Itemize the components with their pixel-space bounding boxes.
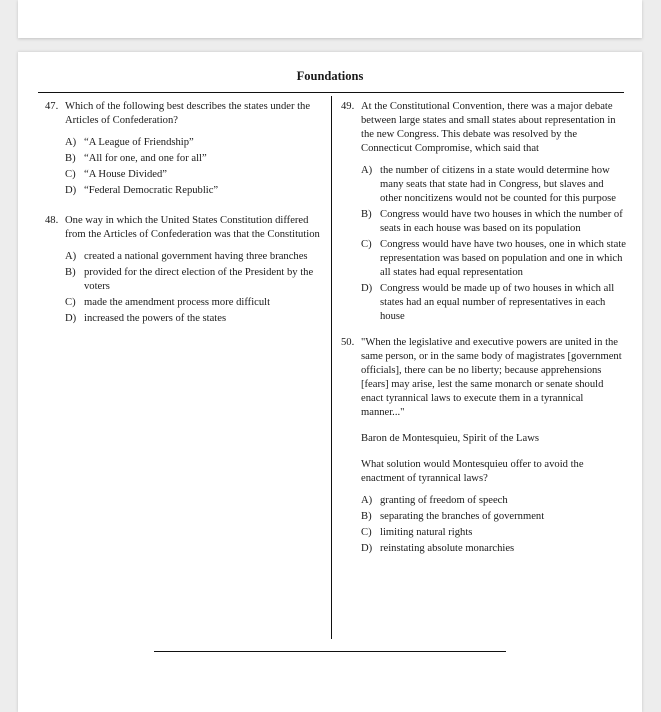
worksheet-page <box>18 52 642 712</box>
choice-text: provided for the direct election of the President by the voters <box>84 267 314 292</box>
choice-text: the number of citizens in a state would determine how many seats that state had in Congress, but slaves and other noncitizens would not be counted for this purpose <box>380 165 616 204</box>
answer-choice-d[interactable] <box>361 282 626 324</box>
answer-choices <box>361 494 626 556</box>
question-number: 50. <box>341 337 355 348</box>
answer-choice-c[interactable] <box>65 296 327 310</box>
choice-letter: D) <box>361 283 373 294</box>
question-prompt: What solution would Montesquieu offer to avoid the enactment of tyrannical laws? <box>361 459 584 484</box>
question-47 <box>45 100 327 198</box>
choice-letter: D) <box>361 543 373 554</box>
choice-letter: C) <box>65 169 76 180</box>
question-50 <box>341 336 626 556</box>
left-column <box>45 100 327 328</box>
choice-text: “All for one, and one for all” <box>84 153 207 164</box>
answer-choice-c[interactable] <box>361 238 626 280</box>
choice-letter: B) <box>361 209 372 220</box>
answer-choice-b[interactable] <box>361 510 626 524</box>
choice-text: made the amendment process more difficult <box>84 297 271 308</box>
previous-page <box>18 0 642 38</box>
question-number: 49. <box>341 101 355 112</box>
choice-text: Congress would have two houses in which the number of seats in each house was based on its population <box>380 209 623 234</box>
choice-letter: A) <box>361 495 373 506</box>
question-number: 48. <box>45 215 59 226</box>
choice-letter: D) <box>65 313 77 324</box>
choice-text: “A House Divided” <box>84 169 167 180</box>
choice-letter: D) <box>65 185 77 196</box>
choice-letter: C) <box>65 297 76 308</box>
right-column <box>341 100 626 558</box>
choice-text: granting of freedom of speech <box>380 495 508 506</box>
answer-choice-b[interactable] <box>361 208 626 236</box>
choice-letter: B) <box>65 267 76 278</box>
choice-text: “A League of Friendship” <box>84 137 194 148</box>
quote-attribution: Baron de Montesquieu, Spirit of the Laws <box>361 433 540 444</box>
answer-choices <box>361 164 626 324</box>
question-number: 47. <box>45 101 59 112</box>
answer-choice-d[interactable] <box>361 542 626 556</box>
question-stem: One way in which the United States Constitution differed from the Articles of Confederation was that the Constitution <box>65 215 320 240</box>
choice-text: Congress would be made up of two houses in which all states had an equal number of representatives in each house <box>380 283 615 322</box>
choice-letter: B) <box>361 511 372 522</box>
choice-letter: A) <box>65 251 77 262</box>
question-stem: At the Constitutional Convention, there was a major debate between large states and small states about representation in the new Congress. This debate was resolved by the Connecticut Compromise, which said that <box>361 101 616 154</box>
question-49 <box>341 100 626 324</box>
answer-choice-b[interactable] <box>65 266 327 294</box>
choice-letter: C) <box>361 239 372 250</box>
choice-text: limiting natural rights <box>380 527 473 538</box>
answer-choice-a[interactable] <box>65 250 327 264</box>
choice-text: created a national government having three branches <box>84 251 308 262</box>
page-title: Foundations <box>296 69 364 83</box>
choice-text: “Federal Democratic Republic” <box>84 185 219 196</box>
choice-text: Congress would have have two houses, one in which state representation was based on population and one in which all states had equal representation <box>380 239 626 278</box>
answer-choice-a[interactable] <box>361 164 626 206</box>
bottom-divider <box>154 651 506 652</box>
quote-text: "When the legislative and executive powers are united in the same person, or in the same body of magistrates [government officials], there can be no liberty; because apprehensions [fears] may arise, lest the same monarch or senate should enact tyrannical laws to execute them in a tyrannical manner..." <box>361 337 622 418</box>
answer-choice-c[interactable] <box>65 168 327 182</box>
choice-letter: A) <box>361 165 373 176</box>
column-divider <box>331 96 332 639</box>
title-divider <box>38 92 624 93</box>
choice-text: increased the powers of the states <box>84 313 227 324</box>
answer-choice-a[interactable] <box>361 494 626 508</box>
choice-letter: A) <box>65 137 77 148</box>
question-stem: Which of the following best describes the states under the Articles of Confederation? <box>65 101 311 126</box>
choice-letter: C) <box>361 527 372 538</box>
answer-choice-a[interactable] <box>65 136 327 150</box>
answer-choice-d[interactable] <box>65 184 327 198</box>
choice-text: reinstating absolute monarchies <box>380 543 515 554</box>
choice-text: separating the branches of government <box>380 511 545 522</box>
answer-choice-b[interactable] <box>65 152 327 166</box>
question-48 <box>45 214 327 326</box>
answer-choices <box>65 136 327 198</box>
answer-choice-d[interactable] <box>65 312 327 326</box>
answer-choices <box>65 250 327 326</box>
choice-letter: B) <box>65 153 76 164</box>
answer-choice-c[interactable] <box>361 526 626 540</box>
